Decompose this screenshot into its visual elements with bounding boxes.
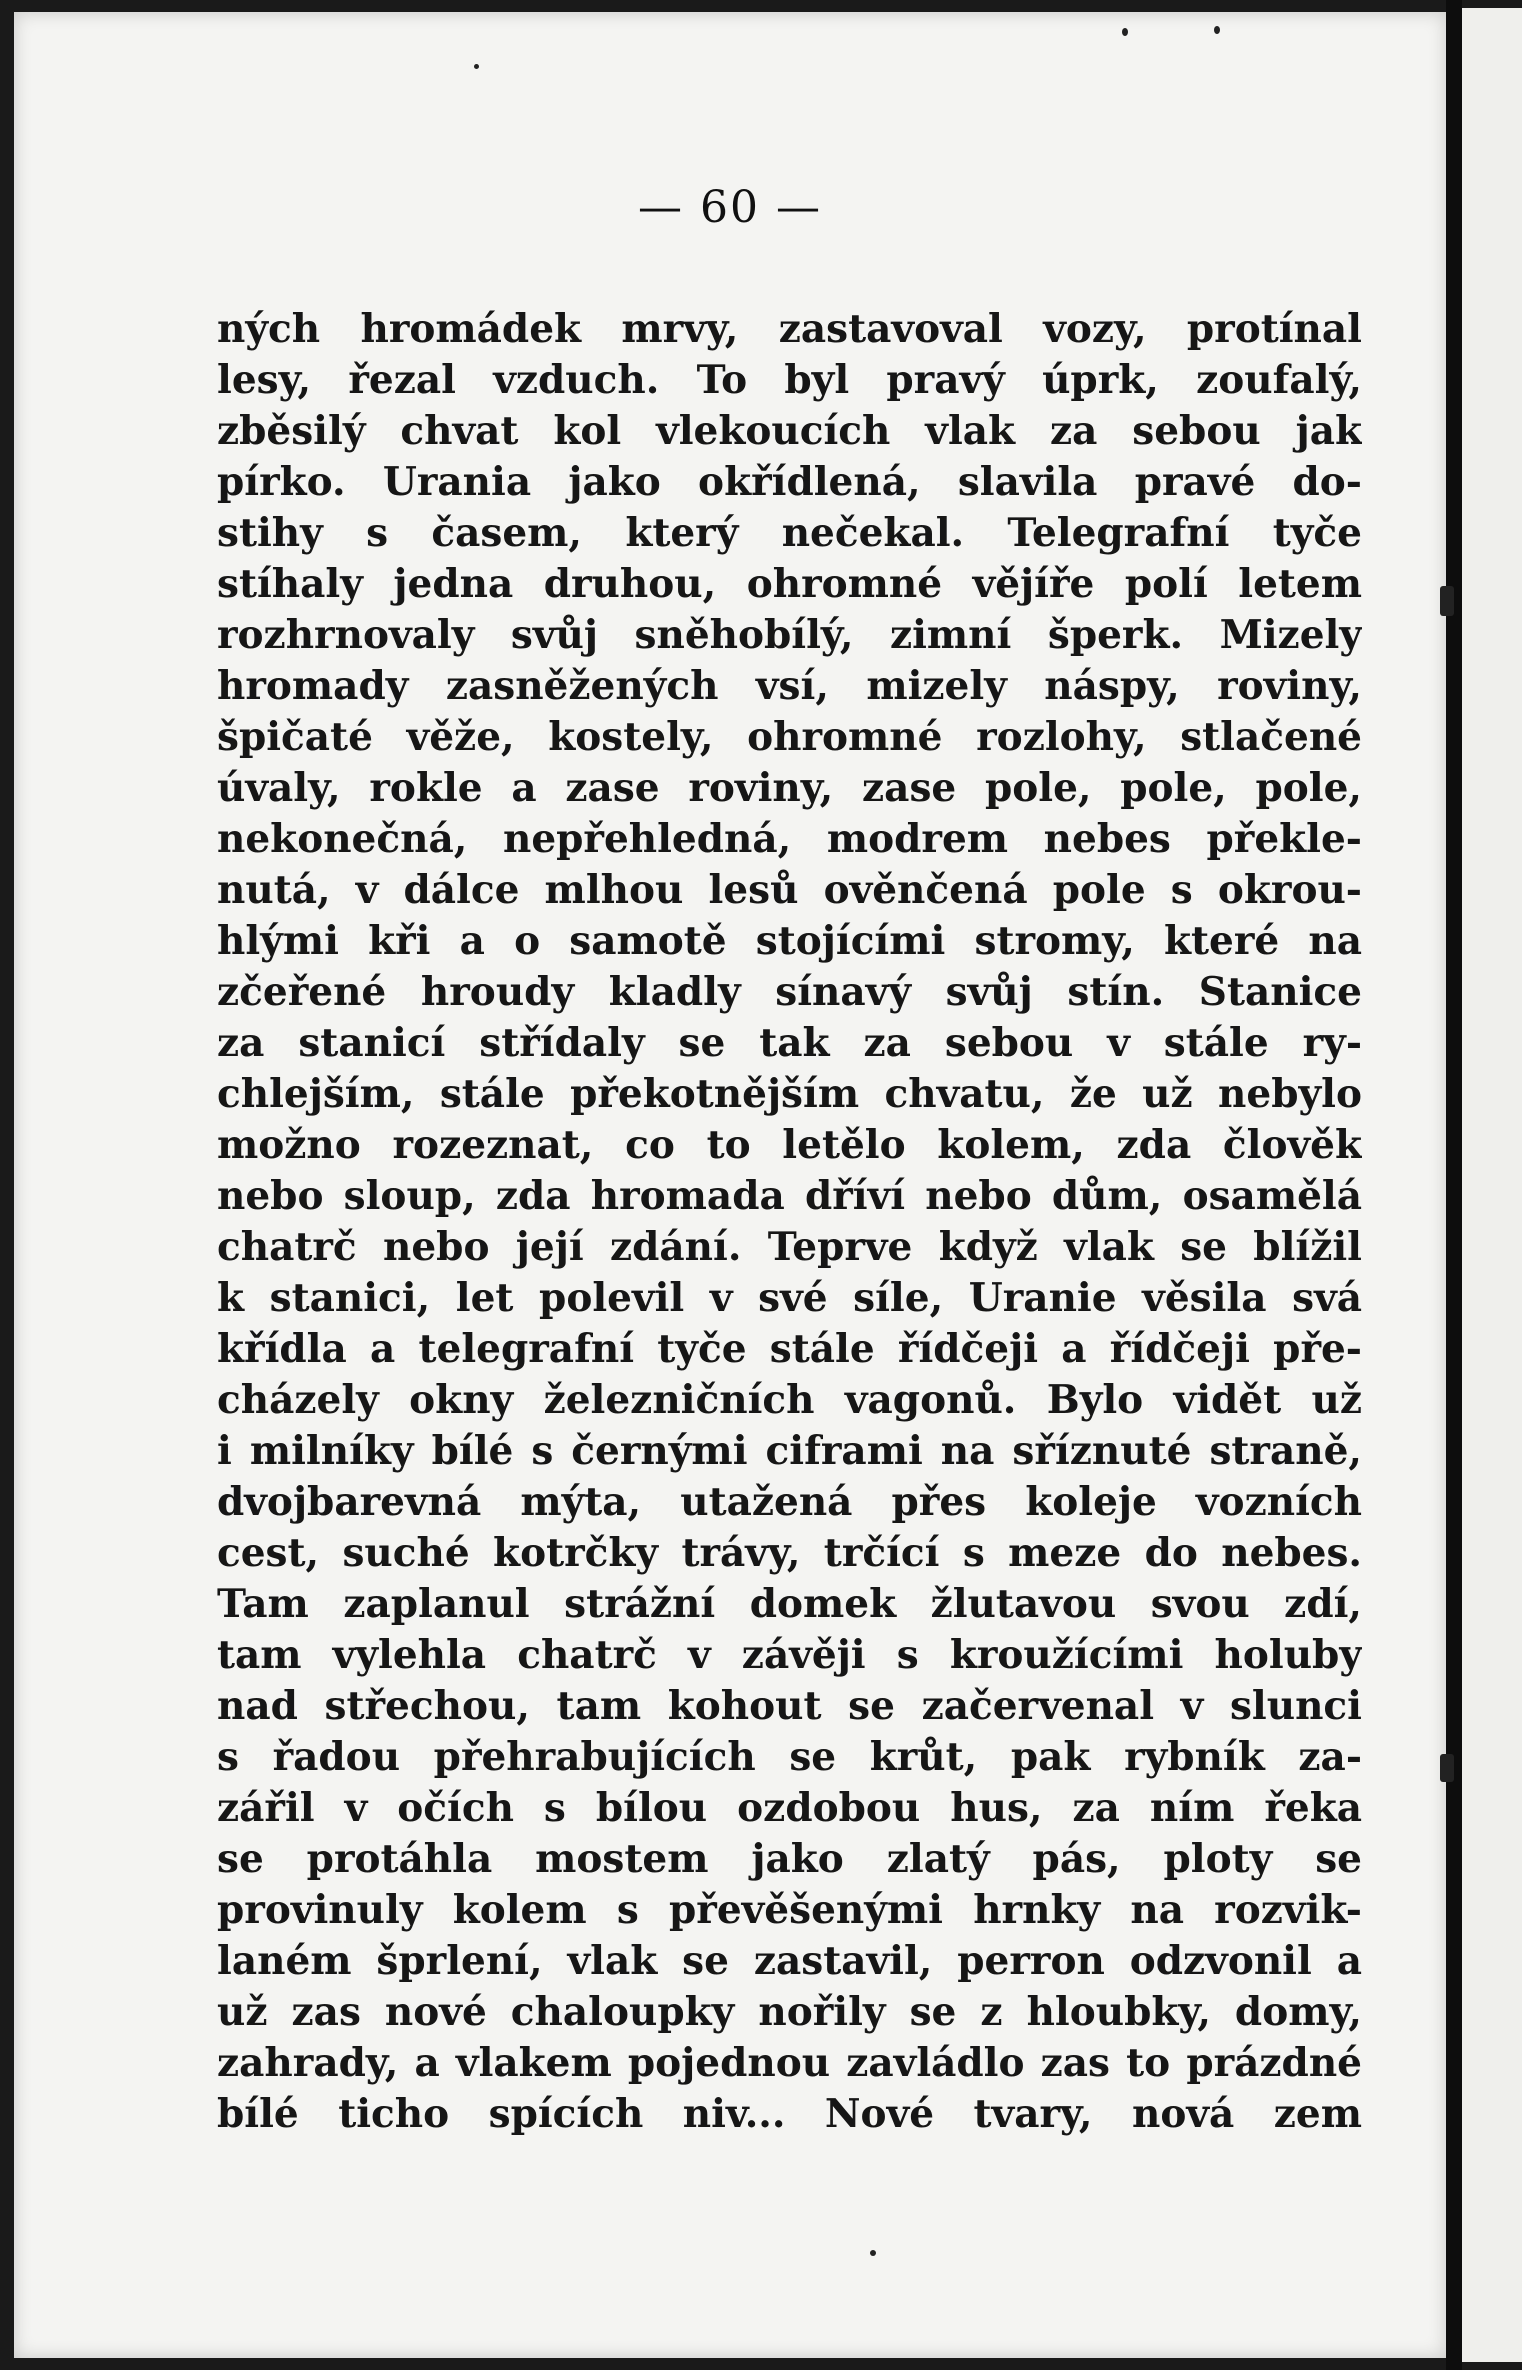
adjacent-page-edge [1462,8,1522,2362]
text-line: za stanicí střídaly se tak za sebou v stále ry- [217,1020,1362,1066]
page-number: — 60 — [638,182,822,233]
text-line: nutá, v dálce mlhou lesů ověnčená pole s okrou- [217,867,1362,913]
text-line: stíhaly jedna druhou, ohromné vějíře polí letem [217,561,1362,607]
text-line: hromady zasněžených vsí, mizely náspy, roviny, [217,663,1362,709]
text-line: rozhrnovaly svůj sněhobílý, zimní šperk. Mizely [217,612,1362,658]
text-line: s řadou přehrabujících se krůt, pak rybník za- [217,1734,1362,1780]
text-line: nebo sloup, zda hromada dříví nebo dům, osamělá [217,1173,1362,1219]
text-line: zářil v očích s bílou ozdobou hus, za ním řeka [217,1785,1362,1831]
text-line: úvaly, rokle a zase roviny, zase pole, pole, pole, [217,765,1362,811]
text-line: špičaté věže, kostely, ohromné rozlohy, stlačené [217,714,1362,760]
text-line: zběsilý chvat kol vlekoucích vlak za sebou jak [217,408,1362,454]
text-line: nad střechou, tam kohout se začervenal v slunci [217,1683,1362,1729]
text-line: zahrady, a vlakem pojednou zavládlo zas to prázdné [217,2040,1362,2086]
scan-speck [1440,586,1454,616]
text-line: zčeřené hroudy kladly sínavý svůj stín. Stanice [217,969,1362,1015]
binding-edge [1446,0,1462,2370]
text-line: provinuly kolem s převěšenými hrnky na rozvik- [217,1887,1362,1933]
text-line: cházely okny železničních vagonů. Bylo vidět už [217,1377,1362,1423]
text-line: bílé ticho spících niv... Nové tvary, nová zem [217,2091,1362,2137]
text-line: hlými kři a o samotě stojícími stromy, které na [217,918,1362,964]
scan-speck [1214,26,1220,34]
text-line: křídla a telegrafní tyče stále řídčeji a řídčeji pře- [217,1326,1362,1372]
text-line: chlejším, stále překotnějším chvatu, že už nebylo [217,1071,1362,1117]
text-line: pírko. Urania jako okřídlená, slavila pravé do- [217,459,1362,505]
text-line: Tam zaplanul strážní domek žlutavou svou zdí, [217,1581,1362,1627]
text-line: chatrč nebo její zdání. Teprve když vlak se blížil [217,1224,1362,1270]
text-line: k stanici, let polevil v své síle, Uranie věsila svá [217,1275,1362,1321]
text-line: nekonečná, nepřehledná, modrem nebes překle- [217,816,1362,862]
text-line: lesy, řezal vzduch. To byl pravý úprk, zoufalý, [217,357,1362,403]
scan-speck [1440,1754,1454,1782]
text-line: možno rozeznat, co to letělo kolem, zda člověk [217,1122,1362,1168]
text-line: dvojbarevná mýta, utažená přes koleje vozních [217,1479,1362,1525]
text-line: i milníky bílé s černými ciframi na sříznuté straně, [217,1428,1362,1474]
scan-speck [1122,28,1128,36]
text-line: už zas nové chaloupky nořily se z hloubky, domy, [217,1989,1362,2035]
body-text [217,304,1362,2140]
text-line: stihy s časem, který nečekal. Telegrafní tyče [217,510,1362,556]
book-page [14,12,1446,2358]
scan-speck [870,2250,876,2256]
text-line: cest, suché kotrčky trávy, trčící s meze do nebes. [217,1530,1362,1576]
text-line: laném šprlení, vlak se zastavil, perron odzvonil a [217,1938,1362,1984]
text-line: ných hromádek mrvy, zastavoval vozy, protínal [217,306,1362,352]
scan-speck [474,64,479,69]
text-line: se protáhla mostem jako zlatý pás, ploty se [217,1836,1362,1882]
text-line: tam vylehla chatrč v závěji s kroužícími holuby [217,1632,1362,1678]
